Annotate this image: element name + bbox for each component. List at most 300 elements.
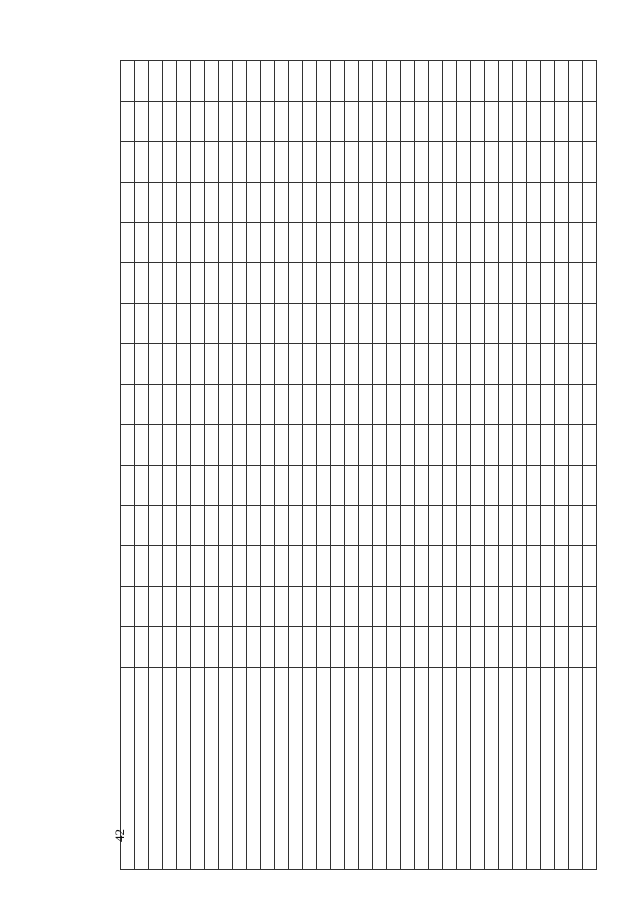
- value-cell: [219, 142, 233, 182]
- header-cell: [121, 101, 135, 141]
- value-cell: [471, 303, 485, 343]
- value-cell: [205, 627, 219, 667]
- table-body: [163, 61, 597, 870]
- value-cell: [275, 546, 289, 586]
- table-row: [261, 61, 275, 870]
- header-cell: [135, 182, 149, 222]
- value-cell: [261, 303, 275, 343]
- header-cell: [135, 425, 149, 465]
- value-cell: [471, 142, 485, 182]
- value-cell: [219, 586, 233, 626]
- value-cell: [303, 586, 317, 626]
- value-cell: [317, 182, 331, 222]
- row-label-cell: [317, 667, 331, 869]
- value-cell: [359, 303, 373, 343]
- value-cell: [205, 465, 219, 505]
- value-cell: [527, 627, 541, 667]
- row-label-cell: [401, 667, 415, 869]
- value-cell: [205, 506, 219, 546]
- value-cell: [485, 506, 499, 546]
- table-row: [163, 61, 177, 870]
- value-cell: [359, 101, 373, 141]
- value-cell: [345, 586, 359, 626]
- value-cell: [401, 425, 415, 465]
- value-cell: [443, 465, 457, 505]
- value-cell: [163, 61, 177, 102]
- value-cell: [261, 344, 275, 384]
- value-cell: [359, 344, 373, 384]
- value-cell: [359, 384, 373, 424]
- value-cell: [191, 101, 205, 141]
- value-cell: [387, 465, 401, 505]
- value-cell: [177, 465, 191, 505]
- value-cell: [555, 465, 569, 505]
- value-cell: [401, 222, 415, 262]
- value-cell: [373, 627, 387, 667]
- table-row: [443, 61, 457, 870]
- value-cell: [485, 101, 499, 141]
- value-cell: [569, 344, 583, 384]
- value-cell: [345, 344, 359, 384]
- header-cell: [135, 627, 149, 667]
- table-row: [513, 61, 527, 870]
- value-cell: [163, 384, 177, 424]
- value-cell: [499, 61, 513, 102]
- value-cell: [177, 182, 191, 222]
- value-cell: [275, 263, 289, 303]
- header-cell: [149, 586, 163, 626]
- value-cell: [429, 142, 443, 182]
- value-cell: [247, 627, 261, 667]
- value-cell: [177, 101, 191, 141]
- value-cell: [471, 101, 485, 141]
- value-cell: [583, 222, 597, 262]
- row-label-cell: [191, 667, 205, 869]
- value-cell: [289, 465, 303, 505]
- table-row: [555, 61, 569, 870]
- value-cell: [163, 101, 177, 141]
- value-cell: [443, 182, 457, 222]
- value-cell: [317, 546, 331, 586]
- value-cell: [443, 263, 457, 303]
- value-cell: [387, 61, 401, 102]
- value-cell: [541, 425, 555, 465]
- value-cell: [247, 182, 261, 222]
- value-cell: [373, 425, 387, 465]
- value-cell: [485, 627, 499, 667]
- value-cell: [429, 303, 443, 343]
- value-cell: [219, 101, 233, 141]
- value-cell: [219, 61, 233, 102]
- value-cell: [219, 182, 233, 222]
- value-cell: [401, 142, 415, 182]
- value-cell: [541, 627, 555, 667]
- value-cell: [289, 303, 303, 343]
- value-cell: [401, 384, 415, 424]
- header-cell: [149, 222, 163, 262]
- row-label-cell: [429, 667, 443, 869]
- value-cell: [415, 263, 429, 303]
- value-cell: [485, 344, 499, 384]
- value-cell: [499, 465, 513, 505]
- value-cell: [233, 506, 247, 546]
- value-cell: [303, 384, 317, 424]
- value-cell: [373, 465, 387, 505]
- header-cell: [121, 627, 135, 667]
- value-cell: [555, 263, 569, 303]
- value-cell: [541, 182, 555, 222]
- value-cell: [541, 546, 555, 586]
- header-cell: [121, 384, 135, 424]
- value-cell: [415, 61, 429, 102]
- value-cell: [289, 627, 303, 667]
- header-cell: [135, 586, 149, 626]
- value-cell: [415, 465, 429, 505]
- value-cell: [345, 263, 359, 303]
- value-cell: [345, 303, 359, 343]
- value-cell: [583, 586, 597, 626]
- value-cell: [443, 101, 457, 141]
- row-label-cell: [345, 667, 359, 869]
- value-cell: [555, 506, 569, 546]
- value-cell: [457, 344, 471, 384]
- value-cell: [219, 627, 233, 667]
- value-cell: [513, 101, 527, 141]
- value-cell: [359, 627, 373, 667]
- value-cell: [485, 425, 499, 465]
- value-cell: [471, 425, 485, 465]
- table-row: [303, 61, 317, 870]
- value-cell: [303, 344, 317, 384]
- value-cell: [527, 546, 541, 586]
- value-cell: [317, 303, 331, 343]
- value-cell: [275, 506, 289, 546]
- value-cell: [191, 222, 205, 262]
- value-cell: [219, 384, 233, 424]
- header-cell: [149, 384, 163, 424]
- value-cell: [359, 222, 373, 262]
- value-cell: [247, 506, 261, 546]
- row-label-cell: [555, 667, 569, 869]
- value-cell: [415, 627, 429, 667]
- value-cell: [303, 506, 317, 546]
- value-cell: [219, 465, 233, 505]
- value-cell: [345, 182, 359, 222]
- value-cell: [163, 425, 177, 465]
- value-cell: [443, 425, 457, 465]
- value-cell: [303, 425, 317, 465]
- value-cell: [387, 586, 401, 626]
- value-cell: [373, 101, 387, 141]
- row-label-cell: [583, 667, 597, 869]
- value-cell: [233, 222, 247, 262]
- value-cell: [471, 222, 485, 262]
- page-number: 42: [112, 829, 127, 842]
- value-cell: [569, 586, 583, 626]
- table-row: [527, 61, 541, 870]
- value-cell: [499, 586, 513, 626]
- forest-table: [120, 60, 597, 870]
- value-cell: [401, 263, 415, 303]
- value-cell: [457, 61, 471, 102]
- value-cell: [527, 263, 541, 303]
- value-cell: [569, 546, 583, 586]
- value-cell: [177, 546, 191, 586]
- value-cell: [345, 142, 359, 182]
- value-cell: [527, 344, 541, 384]
- value-cell: [471, 506, 485, 546]
- value-cell: [331, 182, 345, 222]
- header-cell: [135, 667, 149, 869]
- value-cell: [485, 586, 499, 626]
- value-cell: [415, 101, 429, 141]
- value-cell: [275, 627, 289, 667]
- value-cell: [359, 142, 373, 182]
- table-row: [345, 61, 359, 870]
- value-cell: [317, 384, 331, 424]
- header-cell: [135, 142, 149, 182]
- value-cell: [345, 101, 359, 141]
- value-cell: [177, 586, 191, 626]
- table-row: [583, 61, 597, 870]
- header-cell: [149, 142, 163, 182]
- table-row: [457, 61, 471, 870]
- value-cell: [233, 546, 247, 586]
- table-row: [471, 61, 485, 870]
- value-cell: [163, 546, 177, 586]
- value-cell: [443, 61, 457, 102]
- value-cell: [541, 61, 555, 102]
- value-cell: [541, 465, 555, 505]
- row-label-cell: [219, 667, 233, 869]
- value-cell: [303, 142, 317, 182]
- value-cell: [331, 101, 345, 141]
- row-label-cell: [485, 667, 499, 869]
- value-cell: [513, 506, 527, 546]
- value-cell: [289, 344, 303, 384]
- value-cell: [205, 222, 219, 262]
- value-cell: [555, 546, 569, 586]
- value-cell: [275, 384, 289, 424]
- value-cell: [401, 627, 415, 667]
- value-cell: [233, 586, 247, 626]
- value-cell: [569, 101, 583, 141]
- value-cell: [471, 61, 485, 102]
- value-cell: [429, 546, 443, 586]
- value-cell: [443, 344, 457, 384]
- value-cell: [345, 425, 359, 465]
- value-cell: [541, 344, 555, 384]
- value-cell: [233, 627, 247, 667]
- table-row: [331, 61, 345, 870]
- row-label-cell: [499, 667, 513, 869]
- header-row: [149, 61, 163, 870]
- value-cell: [373, 142, 387, 182]
- header-cell: [121, 586, 135, 626]
- value-cell: [457, 465, 471, 505]
- value-cell: [485, 142, 499, 182]
- value-cell: [429, 263, 443, 303]
- value-cell: [177, 303, 191, 343]
- value-cell: [177, 506, 191, 546]
- value-cell: [471, 465, 485, 505]
- value-cell: [331, 627, 345, 667]
- value-cell: [443, 546, 457, 586]
- value-cell: [513, 546, 527, 586]
- value-cell: [191, 344, 205, 384]
- row-label-cell: [527, 667, 541, 869]
- value-cell: [205, 142, 219, 182]
- value-cell: [429, 627, 443, 667]
- value-cell: [303, 303, 317, 343]
- row-label-cell: [359, 667, 373, 869]
- value-cell: [317, 425, 331, 465]
- value-cell: [485, 263, 499, 303]
- header-cell: [121, 142, 135, 182]
- value-cell: [429, 101, 443, 141]
- value-cell: [261, 627, 275, 667]
- value-cell: [415, 222, 429, 262]
- row-label-cell: [443, 667, 457, 869]
- table-row: [541, 61, 555, 870]
- value-cell: [163, 303, 177, 343]
- table-row: [401, 61, 415, 870]
- value-cell: [387, 506, 401, 546]
- value-cell: [401, 303, 415, 343]
- value-cell: [163, 263, 177, 303]
- value-cell: [401, 546, 415, 586]
- value-cell: [569, 263, 583, 303]
- value-cell: [499, 506, 513, 546]
- row-label-cell: [303, 667, 317, 869]
- header-cell: [149, 263, 163, 303]
- value-cell: [219, 303, 233, 343]
- value-cell: [345, 546, 359, 586]
- value-cell: [233, 142, 247, 182]
- value-cell: [303, 61, 317, 102]
- table-row: [429, 61, 443, 870]
- value-cell: [457, 506, 471, 546]
- value-cell: [177, 61, 191, 102]
- value-cell: [303, 465, 317, 505]
- value-cell: [527, 303, 541, 343]
- value-cell: [233, 303, 247, 343]
- value-cell: [303, 101, 317, 141]
- value-cell: [373, 303, 387, 343]
- header-cell: [149, 546, 163, 586]
- value-cell: [555, 384, 569, 424]
- value-cell: [345, 61, 359, 102]
- table-row: [289, 61, 303, 870]
- header-cell: [135, 222, 149, 262]
- row-label-cell: [261, 667, 275, 869]
- value-cell: [569, 222, 583, 262]
- value-cell: [527, 425, 541, 465]
- header-cell: [121, 546, 135, 586]
- value-cell: [247, 142, 261, 182]
- header-cell: [149, 627, 163, 667]
- table-row: [373, 61, 387, 870]
- header-cell: [135, 344, 149, 384]
- row-label-cell: [233, 667, 247, 869]
- value-cell: [541, 101, 555, 141]
- value-cell: [541, 142, 555, 182]
- value-cell: [541, 506, 555, 546]
- value-cell: [191, 425, 205, 465]
- header-cell: [135, 546, 149, 586]
- value-cell: [177, 222, 191, 262]
- row-label-cell: [331, 667, 345, 869]
- value-cell: [499, 101, 513, 141]
- value-cell: [485, 546, 499, 586]
- table-row: [387, 61, 401, 870]
- value-cell: [555, 627, 569, 667]
- value-cell: [527, 142, 541, 182]
- value-cell: [261, 263, 275, 303]
- value-cell: [513, 344, 527, 384]
- value-cell: [415, 586, 429, 626]
- value-cell: [457, 586, 471, 626]
- table-row: [191, 61, 205, 870]
- value-cell: [247, 425, 261, 465]
- value-cell: [457, 101, 471, 141]
- value-cell: [485, 61, 499, 102]
- value-cell: [527, 222, 541, 262]
- value-cell: [499, 182, 513, 222]
- header-cell: [135, 263, 149, 303]
- value-cell: [345, 384, 359, 424]
- value-cell: [569, 303, 583, 343]
- header-cell: [121, 182, 135, 222]
- value-cell: [443, 627, 457, 667]
- value-cell: [387, 546, 401, 586]
- value-cell: [415, 384, 429, 424]
- value-cell: [163, 465, 177, 505]
- value-cell: [471, 182, 485, 222]
- value-cell: [387, 142, 401, 182]
- value-cell: [247, 344, 261, 384]
- value-cell: [331, 506, 345, 546]
- value-cell: [569, 627, 583, 667]
- value-cell: [163, 222, 177, 262]
- row-label-cell: [373, 667, 387, 869]
- value-cell: [261, 142, 275, 182]
- header-row: [121, 61, 135, 870]
- value-cell: [275, 303, 289, 343]
- value-cell: [583, 101, 597, 141]
- value-cell: [555, 61, 569, 102]
- value-cell: [261, 101, 275, 141]
- value-cell: [275, 465, 289, 505]
- value-cell: [471, 384, 485, 424]
- value-cell: [513, 384, 527, 424]
- row-label-cell: [457, 667, 471, 869]
- value-cell: [219, 506, 233, 546]
- value-cell: [359, 546, 373, 586]
- value-cell: [415, 142, 429, 182]
- value-cell: [569, 384, 583, 424]
- header-cell: [149, 182, 163, 222]
- value-cell: [429, 425, 443, 465]
- value-cell: [457, 263, 471, 303]
- table-row: [569, 61, 583, 870]
- value-cell: [219, 344, 233, 384]
- header-cell: [121, 506, 135, 546]
- value-cell: [527, 101, 541, 141]
- value-cell: [555, 425, 569, 465]
- value-cell: [513, 465, 527, 505]
- value-cell: [387, 101, 401, 141]
